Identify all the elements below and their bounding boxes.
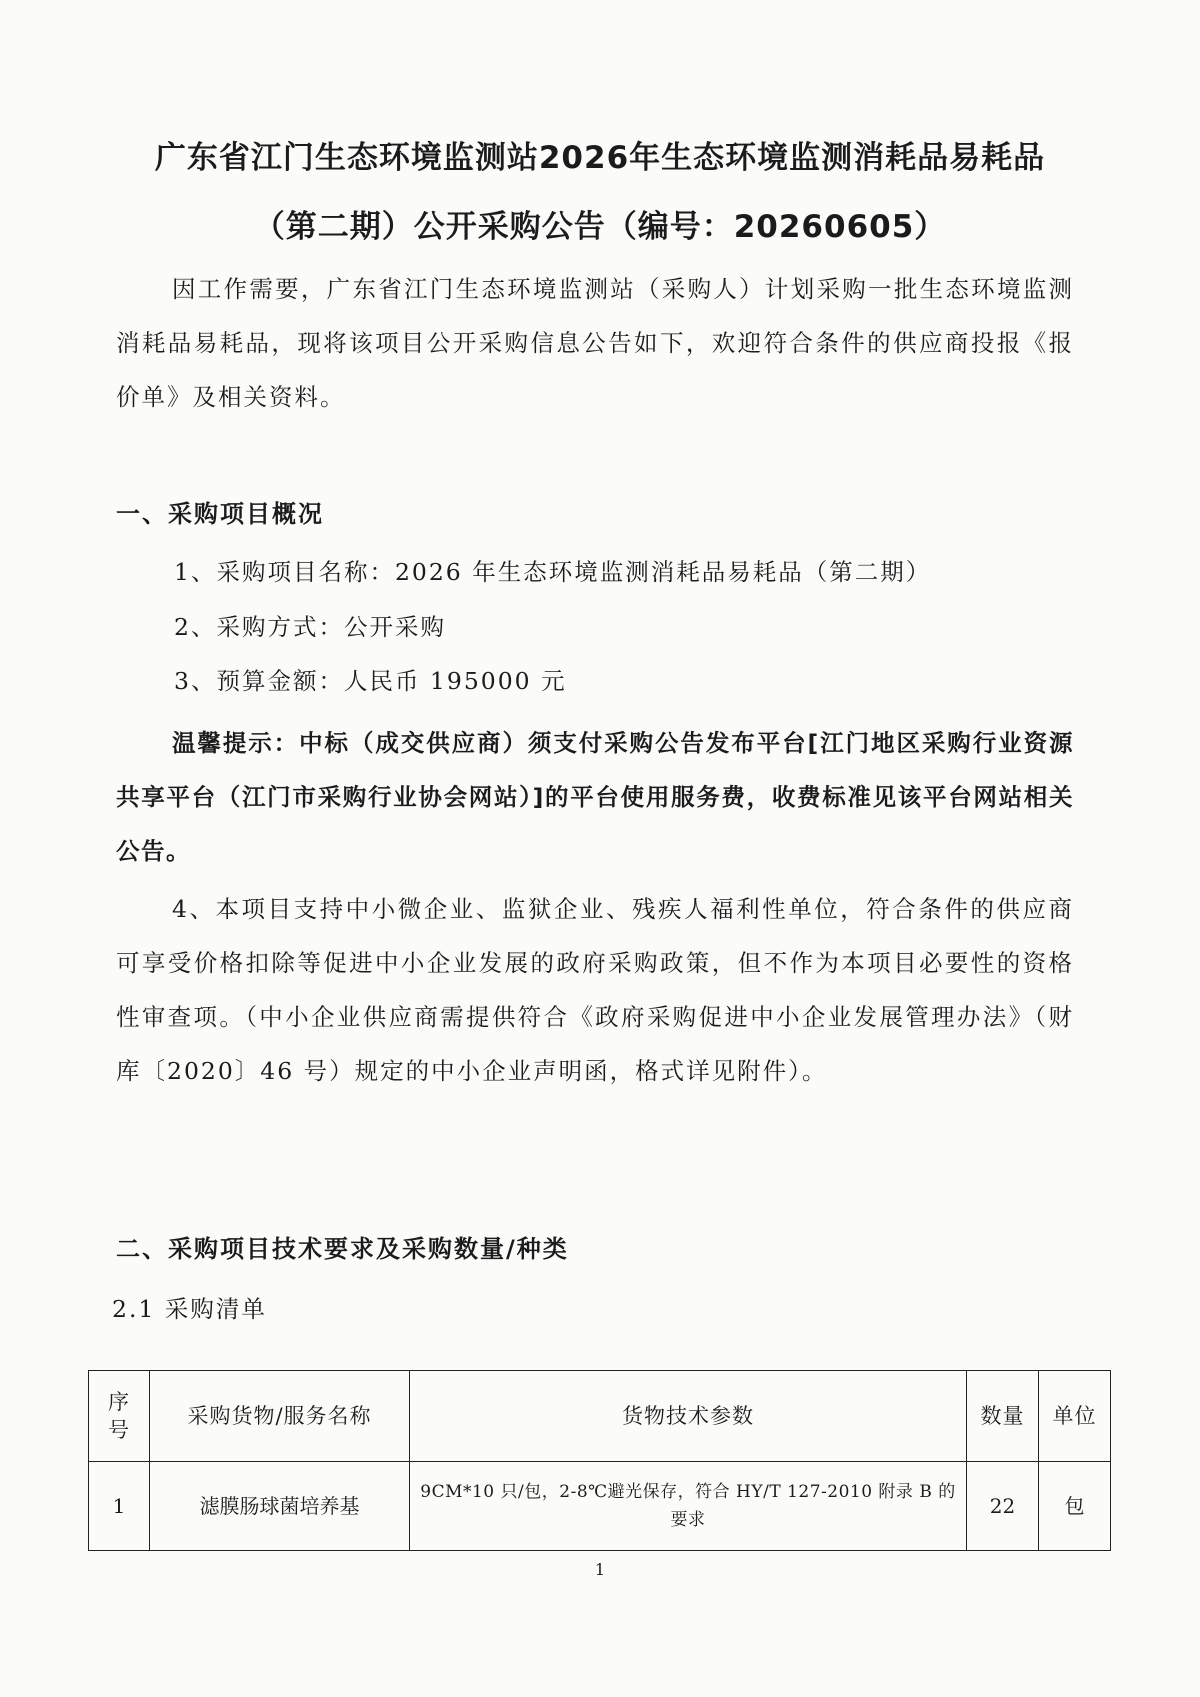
- section-1-item-1: 1、采购项目名称：2026 年生态环境监测消耗品易耗品（第二期）: [174, 558, 932, 586]
- table-header-row: [89, 1371, 1111, 1462]
- page-number: 1: [594, 1560, 606, 1579]
- document-title-line-2: （第二期）公开采购公告（编号：20260605）: [253, 209, 947, 245]
- cell-name: 滤膜肠球菌培养基: [150, 1462, 410, 1551]
- header-name: 采购货物/服务名称: [150, 1371, 410, 1462]
- section-2-subheading: 2.1 采购清单: [112, 1295, 267, 1323]
- fee-notice-paragraph: 温馨提示：中标（成交供应商）须支付采购公告发布平台[江门地区采购行业资源共享平台（江门市采购行业协会网站）]的平台使用服务费，收费标准见该平台网站相关公告。: [116, 729, 1074, 865]
- header-qty: 数量: [967, 1371, 1039, 1462]
- header-unit: 单位: [1039, 1371, 1111, 1462]
- cell-unit: 包: [1039, 1462, 1111, 1551]
- section-1-item-4: 4、本项目支持中小微企业、监狱企业、残疾人福利性单位，符合条件的供应商可享受价格扣除等促进中小企业发展的政府采购政策，但不作为本项目必要性的资格性审查项。（中小企业供应商需提供符合《政府采购促进中小企业发展管理办法》（财库〔2020〕46 号）规定的中小企业声明函，格式详见附件）。: [116, 895, 1074, 1085]
- header-index: 序号: [89, 1371, 150, 1462]
- section-1-heading: 一、采购项目概况: [116, 500, 324, 528]
- section-2-heading: 二、采购项目技术要求及采购数量/种类: [116, 1235, 569, 1263]
- table-row: [89, 1462, 1111, 1551]
- cell-qty: 22: [967, 1462, 1039, 1551]
- document-title-line-1: 广东省江门生态环境监测站2026年生态环境监测消耗品易耗品: [154, 140, 1046, 176]
- header-params: 货物技术参数: [410, 1371, 967, 1462]
- cell-params: 9CM*10 只/包，2-8℃避光保存，符合 HY/T 127-2010 附录 B 的要求: [410, 1462, 967, 1551]
- intro-paragraph: 因工作需要，广东省江门生态环境监测站（采购人）计划采购一批生态环境监测消耗品易耗品，现将该项目公开采购信息公告如下，欢迎符合条件的供应商投报《报价单》及相关资料。: [116, 275, 1074, 411]
- procurement-list-table: [88, 1370, 1111, 1551]
- section-1-item-3: 3、预算金额：人民币 195000 元: [174, 667, 567, 695]
- section-1-item-2: 2、采购方式：公开采购: [174, 613, 446, 641]
- cell-index: 1: [89, 1462, 150, 1551]
